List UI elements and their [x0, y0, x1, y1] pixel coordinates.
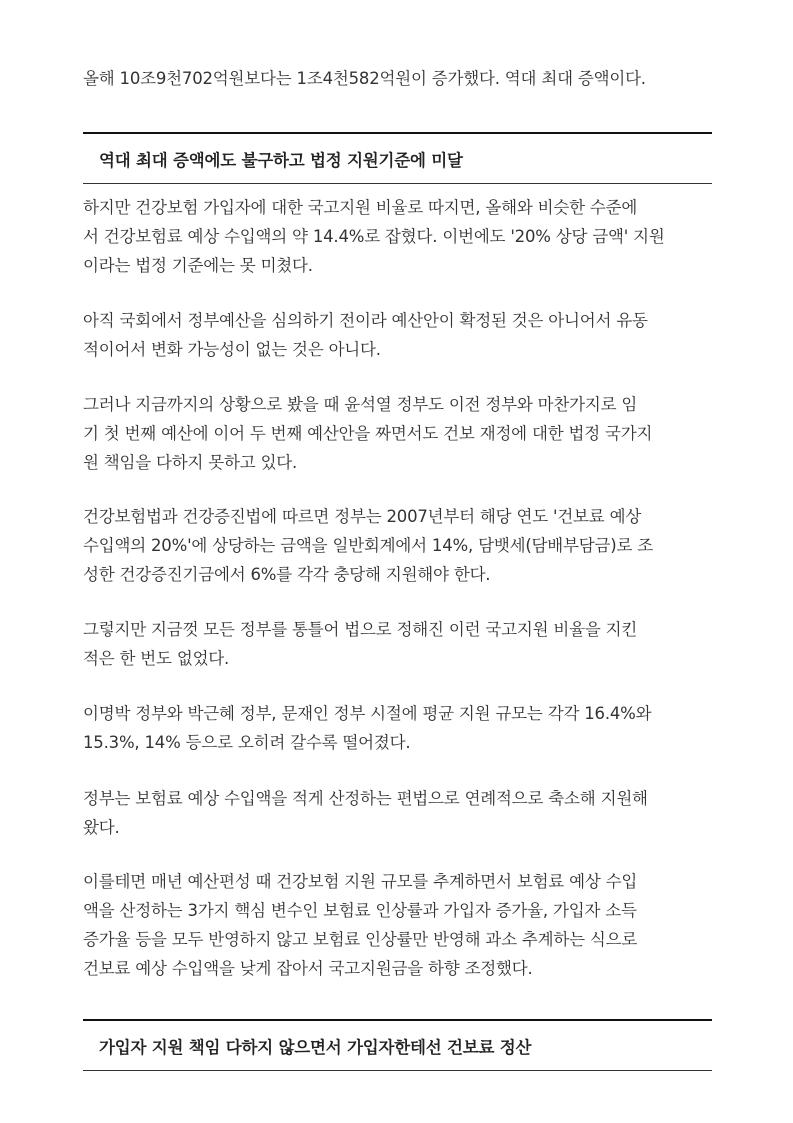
text-line: 건강보험법과 건강증진법에 따르면 정부는 2007년부터 해당 연도 '건보료 예상 — [83, 507, 642, 526]
paragraph-2 — [83, 306, 648, 364]
text-line: 그러나 지금까지의 상황으로 봤을 때 윤석열 정부도 이전 정부와 마찬가지로 임 — [83, 395, 638, 414]
text-line: 증가율 등을 모두 반영하지 않고 보험료 인상률만 반영해 과소 추계하는 식으로 — [83, 930, 638, 949]
text-line: 기 첫 번째 예산에 이어 두 번째 예산안을 짜면서도 건보 재정에 대한 법정 국가지 — [83, 424, 653, 443]
section-heading-text: 역대 최대 증액에도 불구하고 법정 지원기준에 미달 — [99, 150, 463, 170]
text-line: 성한 건강증진기금에서 6%를 각각 충당해 지원해야 한다. — [83, 565, 491, 584]
intro-paragraph — [83, 64, 646, 93]
text-line: 적이어서 변화 가능성이 없는 것은 아니다. — [83, 340, 381, 359]
section-heading-2 — [83, 1019, 712, 1071]
text-line: 수입액의 20%'에 상당하는 금액을 일반회계에서 14%, 담뱃세(담배부담금)로 조 — [83, 536, 654, 555]
paragraph-6 — [83, 699, 651, 757]
paragraph-4 — [83, 502, 653, 589]
section-heading-1 — [83, 132, 712, 184]
text-line: 원 책임을 다하지 못하고 있다. — [83, 453, 298, 472]
text-line: 왔다. — [83, 818, 120, 837]
text-line: 이라는 법정 기준에는 못 미쳤다. — [83, 256, 313, 275]
text-line: 그렇지만 지금껏 모든 정부를 통틀어 법으로 정해진 이런 국고지원 비율을 지킨 — [83, 620, 638, 639]
text-line: 이를테면 매년 예산편성 때 건강보험 지원 규모를 추계하면서 보험료 예상 수입 — [83, 872, 638, 891]
text-line: 아직 국회에서 정부예산을 심의하기 전이라 예산안이 확정된 것은 아니어서 유동 — [83, 311, 648, 330]
paragraph-1 — [83, 193, 665, 280]
section-heading-text: 가입자 지원 책임 다하지 않으면서 가입자한테선 건보료 정산 — [99, 1037, 532, 1057]
text-line: 정부는 보험료 예상 수입액을 적게 산정하는 편법으로 연례적으로 축소해 지원해 — [83, 789, 648, 808]
paragraph-7 — [83, 784, 648, 842]
text-line: 올해 10조9천702억원보다는 1조4천582억원이 증가했다. 역대 최대 증액이다. — [83, 69, 646, 88]
text-line: 건보료 예상 수입액을 낮게 잡아서 국고지원금을 하향 조정했다. — [83, 959, 533, 978]
text-line: 액을 산정하는 3가지 핵심 변수인 보험료 인상률과 가입자 증가율, 가입자 소득 — [83, 901, 637, 920]
text-line: 적은 한 번도 없었다. — [83, 649, 230, 668]
text-line: 서 건강보험료 예상 수입액의 약 14.4%로 잡혔다. 이번에도 '20% 상당 금액' 지원 — [83, 227, 665, 246]
text-line: 이명박 정부와 박근혜 정부, 문재인 정부 시절에 평균 지원 규모는 각각 16.4%와 — [83, 704, 652, 723]
text-line: 하지만 건강보험 가입자에 대한 국고지원 비율로 따지면, 올해와 비슷한 수준에 — [83, 198, 638, 217]
text-line: 15.3%, 14% 등으로 오히려 갈수록 떨어졌다. — [83, 733, 411, 752]
paragraph-5 — [83, 615, 637, 673]
paragraph-8 — [83, 867, 637, 983]
paragraph-3 — [83, 390, 652, 477]
